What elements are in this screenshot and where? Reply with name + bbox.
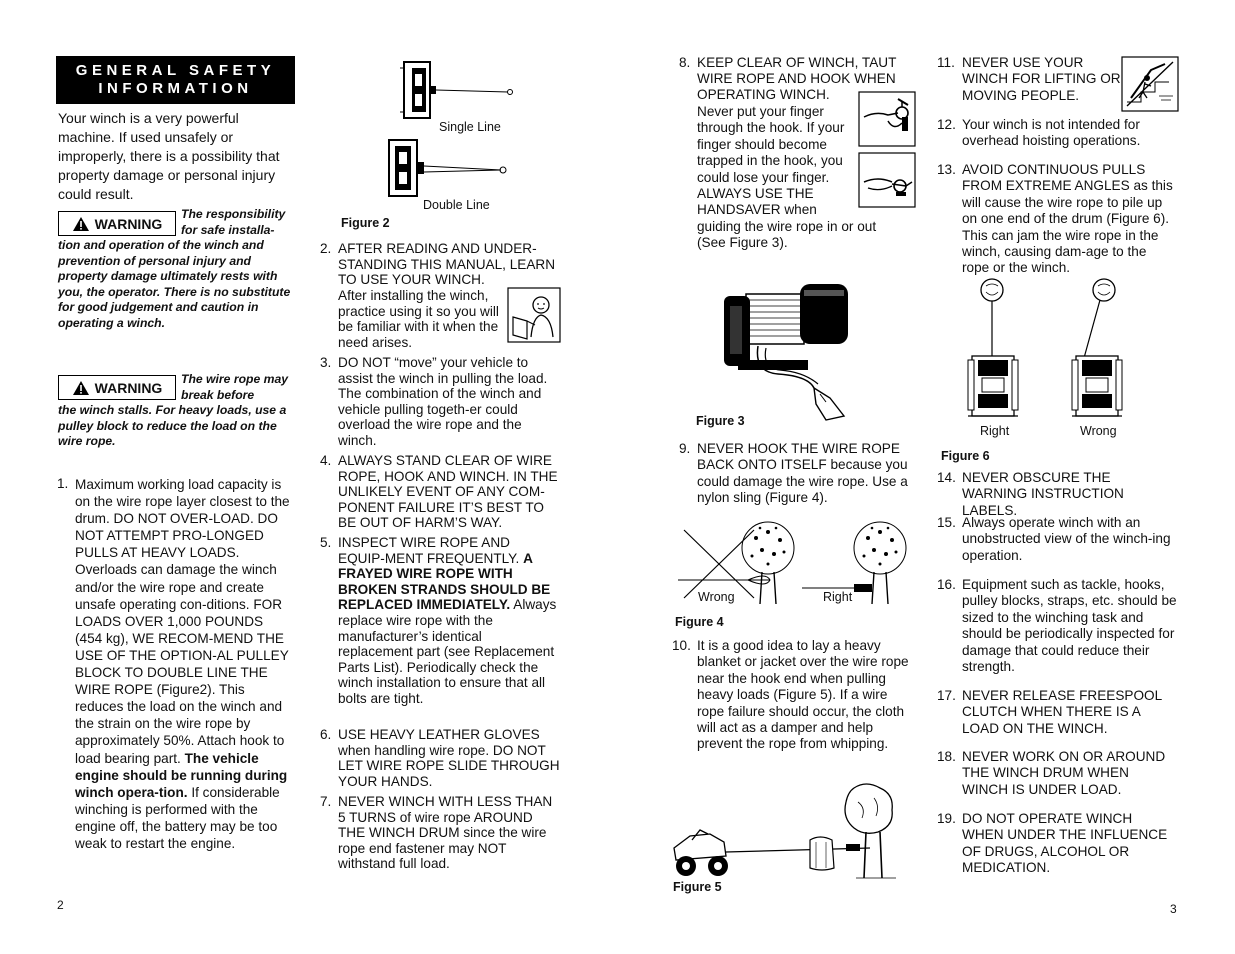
figure-6-wrong-caption: Wrong <box>1080 424 1117 438</box>
figure-6-right-caption: Right <box>980 424 1010 438</box>
figure-6-label: Figure 6 <box>941 449 990 463</box>
list-item-13: 13. AVOID CONTINUOUS PULLS FROM EXTREME ANGLES as this will cause the wire rope to pile up on one end of the drum (Figure 6). This can jam the wire rope in the winch, causing dam-age to the rope or the winch. <box>937 162 1173 276</box>
list-item-4: 4. ALWAYS STAND CLEAR OF WIRE ROPE, HOOK AND WINCH. IN THE UNLIKELY EVENT OF ANY COM-PONENT FAILURE IT’S BEST TO BE OUT OF HARM’S WAY. <box>320 453 558 531</box>
list-item-7: 7. NEVER WINCH WITH LESS THAN 5 TURNS of wire rope AROUND THE WINCH DRUM since the wire rope end fastener may NOT withstand full load. <box>320 794 553 872</box>
figure-3-winch-handsaver-illustration <box>718 276 856 422</box>
list-item-6: 6. USE HEAVY LEATHER GLOVES when handling wire rope. DO NOT LET WIRE ROPE SLIDE THROUGH YOUR HANDS. <box>320 727 560 789</box>
figure-4-wrong-caption: Wrong <box>698 590 735 604</box>
list-item-19: 19. DO NOT OPERATE WINCH WHEN UNDER THE INFLUENCE OF DRUGS, ALCOHOL OR MEDICATION. <box>937 811 1168 876</box>
figure-2-single-line-illustration <box>398 58 520 122</box>
list-item-9: 9. NEVER HOOK THE WIRE ROPE BACK ONTO ITSELF because you could damage the wire rope. Use a nylon sling (Figure 4). <box>679 441 908 506</box>
person-reading-manual-icon <box>507 287 561 343</box>
figure-3-label: Figure 3 <box>696 414 745 428</box>
figure-4-right-caption: Right <box>823 590 853 604</box>
warning-triangle-icon <box>72 380 90 396</box>
figure-2-single-caption: Single Line <box>439 120 501 134</box>
page-number-right: 3 <box>1170 902 1177 916</box>
list-item-3: 3. DO NOT “move” your vehicle to assist the winch in pulling the load. The combination of the winch and vehicle pulling togeth-er could overload the wire rope and the winch. <box>320 355 548 448</box>
finger-through-hook-icon <box>858 91 916 147</box>
list-item-11: 11. NEVER USE YOUR WINCH FOR LIFTING OR MOVING PEOPLE. <box>937 55 1121 103</box>
handsaver-strap-icon <box>858 152 916 208</box>
warning-2-text: the winch stalls. For heavy loads, use a pulley block to reduce the load on the wire rope. <box>58 403 287 449</box>
list-item-8-continued: Never put your finger through the hook. If your finger should become trapped in the hook, you could lose your finger. ALWAYS USE THE HANDSAVER when guiding the wire rope in or out (See Figure 3). <box>697 104 877 251</box>
warning-2-head: The wire rope may break before <box>181 372 289 402</box>
figure-5-label: Figure 5 <box>673 880 722 894</box>
list-item-18: 18. NEVER WORK ON OR AROUND THE WINCH DRUM WHEN WINCH IS UNDER LOAD. <box>937 749 1166 797</box>
list-item-15: 15. Always operate winch with an unobstructed view of the winch-ing operation. <box>937 515 1171 563</box>
warning-badge-1: WARNING <box>58 211 176 236</box>
warning-1-head: The responsibility for safe installa- <box>181 207 286 237</box>
figure-4-label: Figure 4 <box>675 615 724 629</box>
list-item-5: 5. INSPECT WIRE ROPE AND EQUIP-MENT FREQUENTLY. A FRAYED WIRE ROPE WITH BROKEN STRANDS SHOULD BE REPLACED IMMEDIATELY. Always replace wire rope with the manufacturer’s identical replacement part (see Replacement Parts List). Periodically check the winch installation to ensure that all bolts are tight. <box>320 535 557 706</box>
list-item-2-continued: After installing the winch, practice using it so you will be familiar with it when the need arises. <box>338 288 499 350</box>
warning-badge-2: WARNING <box>58 375 176 400</box>
list-item-1: 1. Maximum working load capacity is on the wire rope layer closest to the drum. DO NOT OVER-LOAD. DO NOT ATTEMPT PRO-LONGED PULLS AT HEAVY LOADS. Overloads can damage the winch and/or the wire rope and create unsafe operating con-ditions. FOR LOADS OVER 1,000 POUNDS (454 kg), WE RECOM-MEND THE USE OF THE OPTION-AL PULLEY BLOCK TO DOUBLE LINE THE WIRE ROPE (Figure2). This reduces the load on the winch and the strain on the wire rope by approximately 50%. Attach hook to load bearing part. The vehicle engine should be running during winch opera-tion. If considerable winching is performed with the engine off, the battery may be too weak to restart the engine. <box>57 476 290 851</box>
no-lifting-people-icon <box>1121 56 1179 112</box>
list-item-8: 8. KEEP CLEAR OF WINCH, TAUT WIRE ROPE AND HOOK WHEN OPERATING WINCH. <box>679 55 897 103</box>
figure-2-double-caption: Double Line <box>423 198 490 212</box>
list-item-2: 2. AFTER READING AND UNDER-STANDING THIS MANUAL, LEARN TO USE YOUR WINCH. <box>320 241 556 288</box>
list-item-10: 10. It is a good idea to lay a heavy blanket or jacket over the wire rope near the hook end when pulling heavy loads (Figure 5). If a wire rope failure should occur, the cloth will act as a damper and help prevent the rope from whipping. <box>672 638 909 752</box>
figure-6-rope-angle-illustration <box>960 276 1130 422</box>
list-item-14: 14. NEVER OBSCURE THE WARNING INSTRUCTION LABELS. <box>937 470 1124 518</box>
list-item-17: 17. NEVER RELEASE FREESPOOL CLUTCH WHEN THERE IS A LOAD ON THE WINCH. <box>937 688 1162 736</box>
figure-2-label: Figure 2 <box>341 216 390 230</box>
list-item-16: 16. Equipment such as tackle, hooks, pulley blocks, straps, etc. should be sized to the winching task and should be periodically inspected for damage that could reduce their strength. <box>937 577 1177 675</box>
warning-1-text: tion and operation of the winch and prevention of personal injury and property damage ultimately rests with you, the operator. There is no substitute for good judgement and caution in operating a winch. <box>58 238 291 330</box>
warning-triangle-icon <box>72 216 90 232</box>
figure-5-atv-blanket-illustration <box>670 778 900 882</box>
intro-paragraph: Your winch is a very powerful machine. If used unsafely or improperly, there is a possibility that property damage or personal injury could result. <box>58 110 280 202</box>
page-number-left: 2 <box>57 898 64 912</box>
list-item-12: 12. Your winch is not intended for overhead hoisting operations. <box>937 117 1141 149</box>
section-header: GENERAL SAFETY INFORMATION <box>56 56 295 104</box>
figure-2-double-line-illustration <box>383 136 513 200</box>
